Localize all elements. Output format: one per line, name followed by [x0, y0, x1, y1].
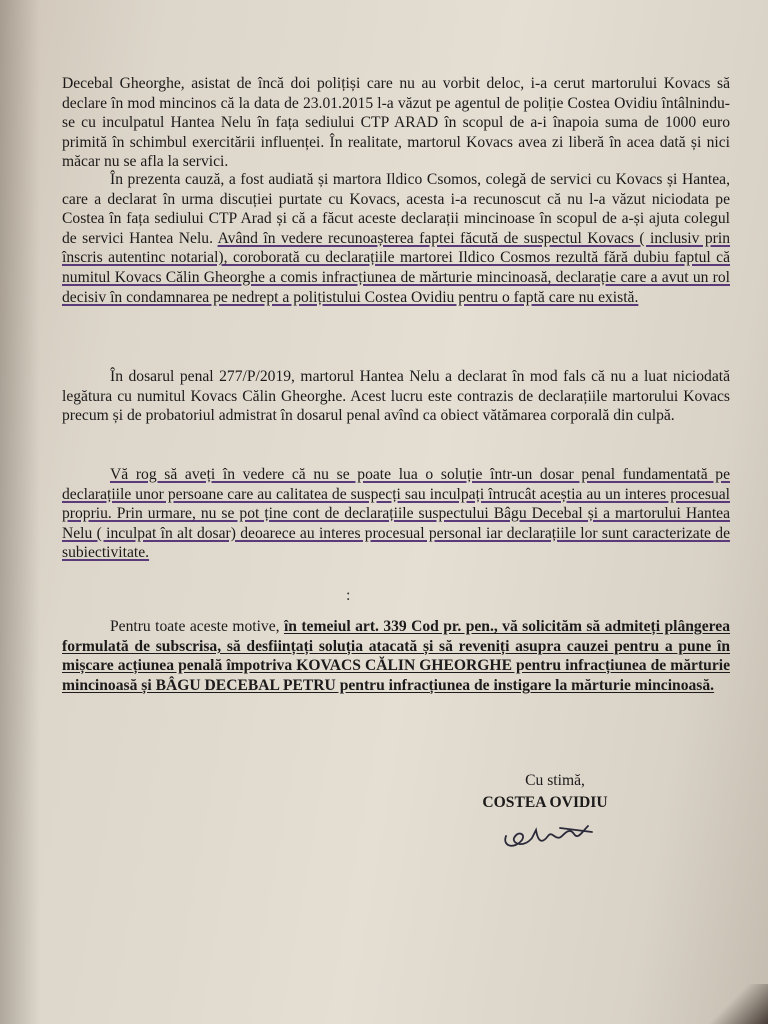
paragraph-1-block: [62, 74, 730, 174]
paragraph-3-block: [62, 367, 730, 428]
paragraph-5-bold-underlined: în temeiul art. 339 Cod pr. pen., vă solicităm să admiteți plângerea formulată de subscrisa, să desființați soluția atacată și să reveniți asupra cauzei pentru a pune în mișcare acțiunea penală împotriva KOVACS CĂLIN GHEORGHE pentru infracțiunea de mărturie mincinoasă și BÂGU DECEBAL PETRU pentru infracțiunea de instigare la mărturie mincinoasă.: [62, 618, 731, 694]
paragraph-2-block: [62, 170, 730, 309]
paragraph-5-block: [62, 617, 730, 697]
paragraph-5-plain: Pentru toate aceste motive,: [110, 618, 284, 635]
paragraph-2-underlined: Având în vedere recunoașterea faptei făcută de suspectul Kovacs ( inclusiv prin înscris autentinc notarial), coroborată cu declarațiile martorei Ildico Cosmos rezultă fără dubiu faptul că numitul Kovacs Călin Gheorghe a comis infracțiunea de mărturie mincinoasă, declarație care a avut un rol decisiv în condamnarea pe nedrept a polițistului Costea Ovidiu pentru o faptă care nu există.: [62, 229, 730, 306]
paragraph-4: [62, 465, 730, 563]
paragraph-3: În dosarul penal 277/P/2019, martorul Hantea Nelu a declarat în mod fals că nu a luat niciodată legătura cu numitul Kovacs Călin Gheorghe. Acest lucru este contrazis de declarațiile martorului Kovacs precum și de probatoriul admistrat în dosarul penal avînd ca obiect vătămarea corporală din culpă.: [62, 368, 730, 425]
dots-mark: :: [346, 587, 351, 604]
handwritten-signature: [500, 814, 600, 854]
paragraph-4-block: [62, 465, 730, 565]
paragraph-5: [62, 617, 730, 695]
closing-block: [470, 772, 620, 812]
signatory-name: COSTEA OVIDIU: [482, 794, 608, 811]
paragraph-2-plain: În prezenta cauză, a fost audiată și martora Ildico Csomos, colegă de servici cu Kovacs și Hantea, care a declarat în urma discuției purtate cu Kovacs, acesta i-a recunoscut că nu l-a văzut niciodata pe Costea în fața sediului CTP Arad și că a făcut aceste declarații mincinoase în scopul de a-și ajuta colegul de servici Hantea Nelu.: [62, 171, 730, 247]
page-shadow: [0, 0, 40, 1024]
closing-greeting: Cu stimă,: [525, 772, 585, 789]
corner-shadow: [708, 984, 768, 1024]
paragraph-2: [62, 170, 730, 307]
paragraph-4-underlined: Vă rog să aveți în vedere că nu se poate lua o soluție într-un dosar penal fundamentată pe declarațiile unor persoane care au calitatea de suspecți sau inculpați întrucât aceștia au un interes procesual propriu. Prin urmare, nu se pot ține cont de declarațiile suspectului Bâgu Decebal și a martorului Hantea Nelu ( inculpat în alt dosar) deoarece au interes procesual personal iar declarațiile lor sunt caracterizate de subiectivitate.: [62, 466, 730, 562]
paragraph-1: Decebal Gheorghe, asistat de încă doi polițiși care nu au vorbit deloc, i-a cerut martorului Kovacs să declare în mod mincinos că la data de 23.01.2015 l-a văzut pe agentul de poliție Costea Ovidiu întâlnindu-se cu inculpatul Hantea Nelu în fața sediului CTP ARAD în scopul de a-i înapoia suma de 1000 euro primită în schimbul exercitării influenței. În realitate, martorul Kovacs avea zi liberă în acea dată și nici măcar nu se afla la servici.: [62, 75, 730, 171]
